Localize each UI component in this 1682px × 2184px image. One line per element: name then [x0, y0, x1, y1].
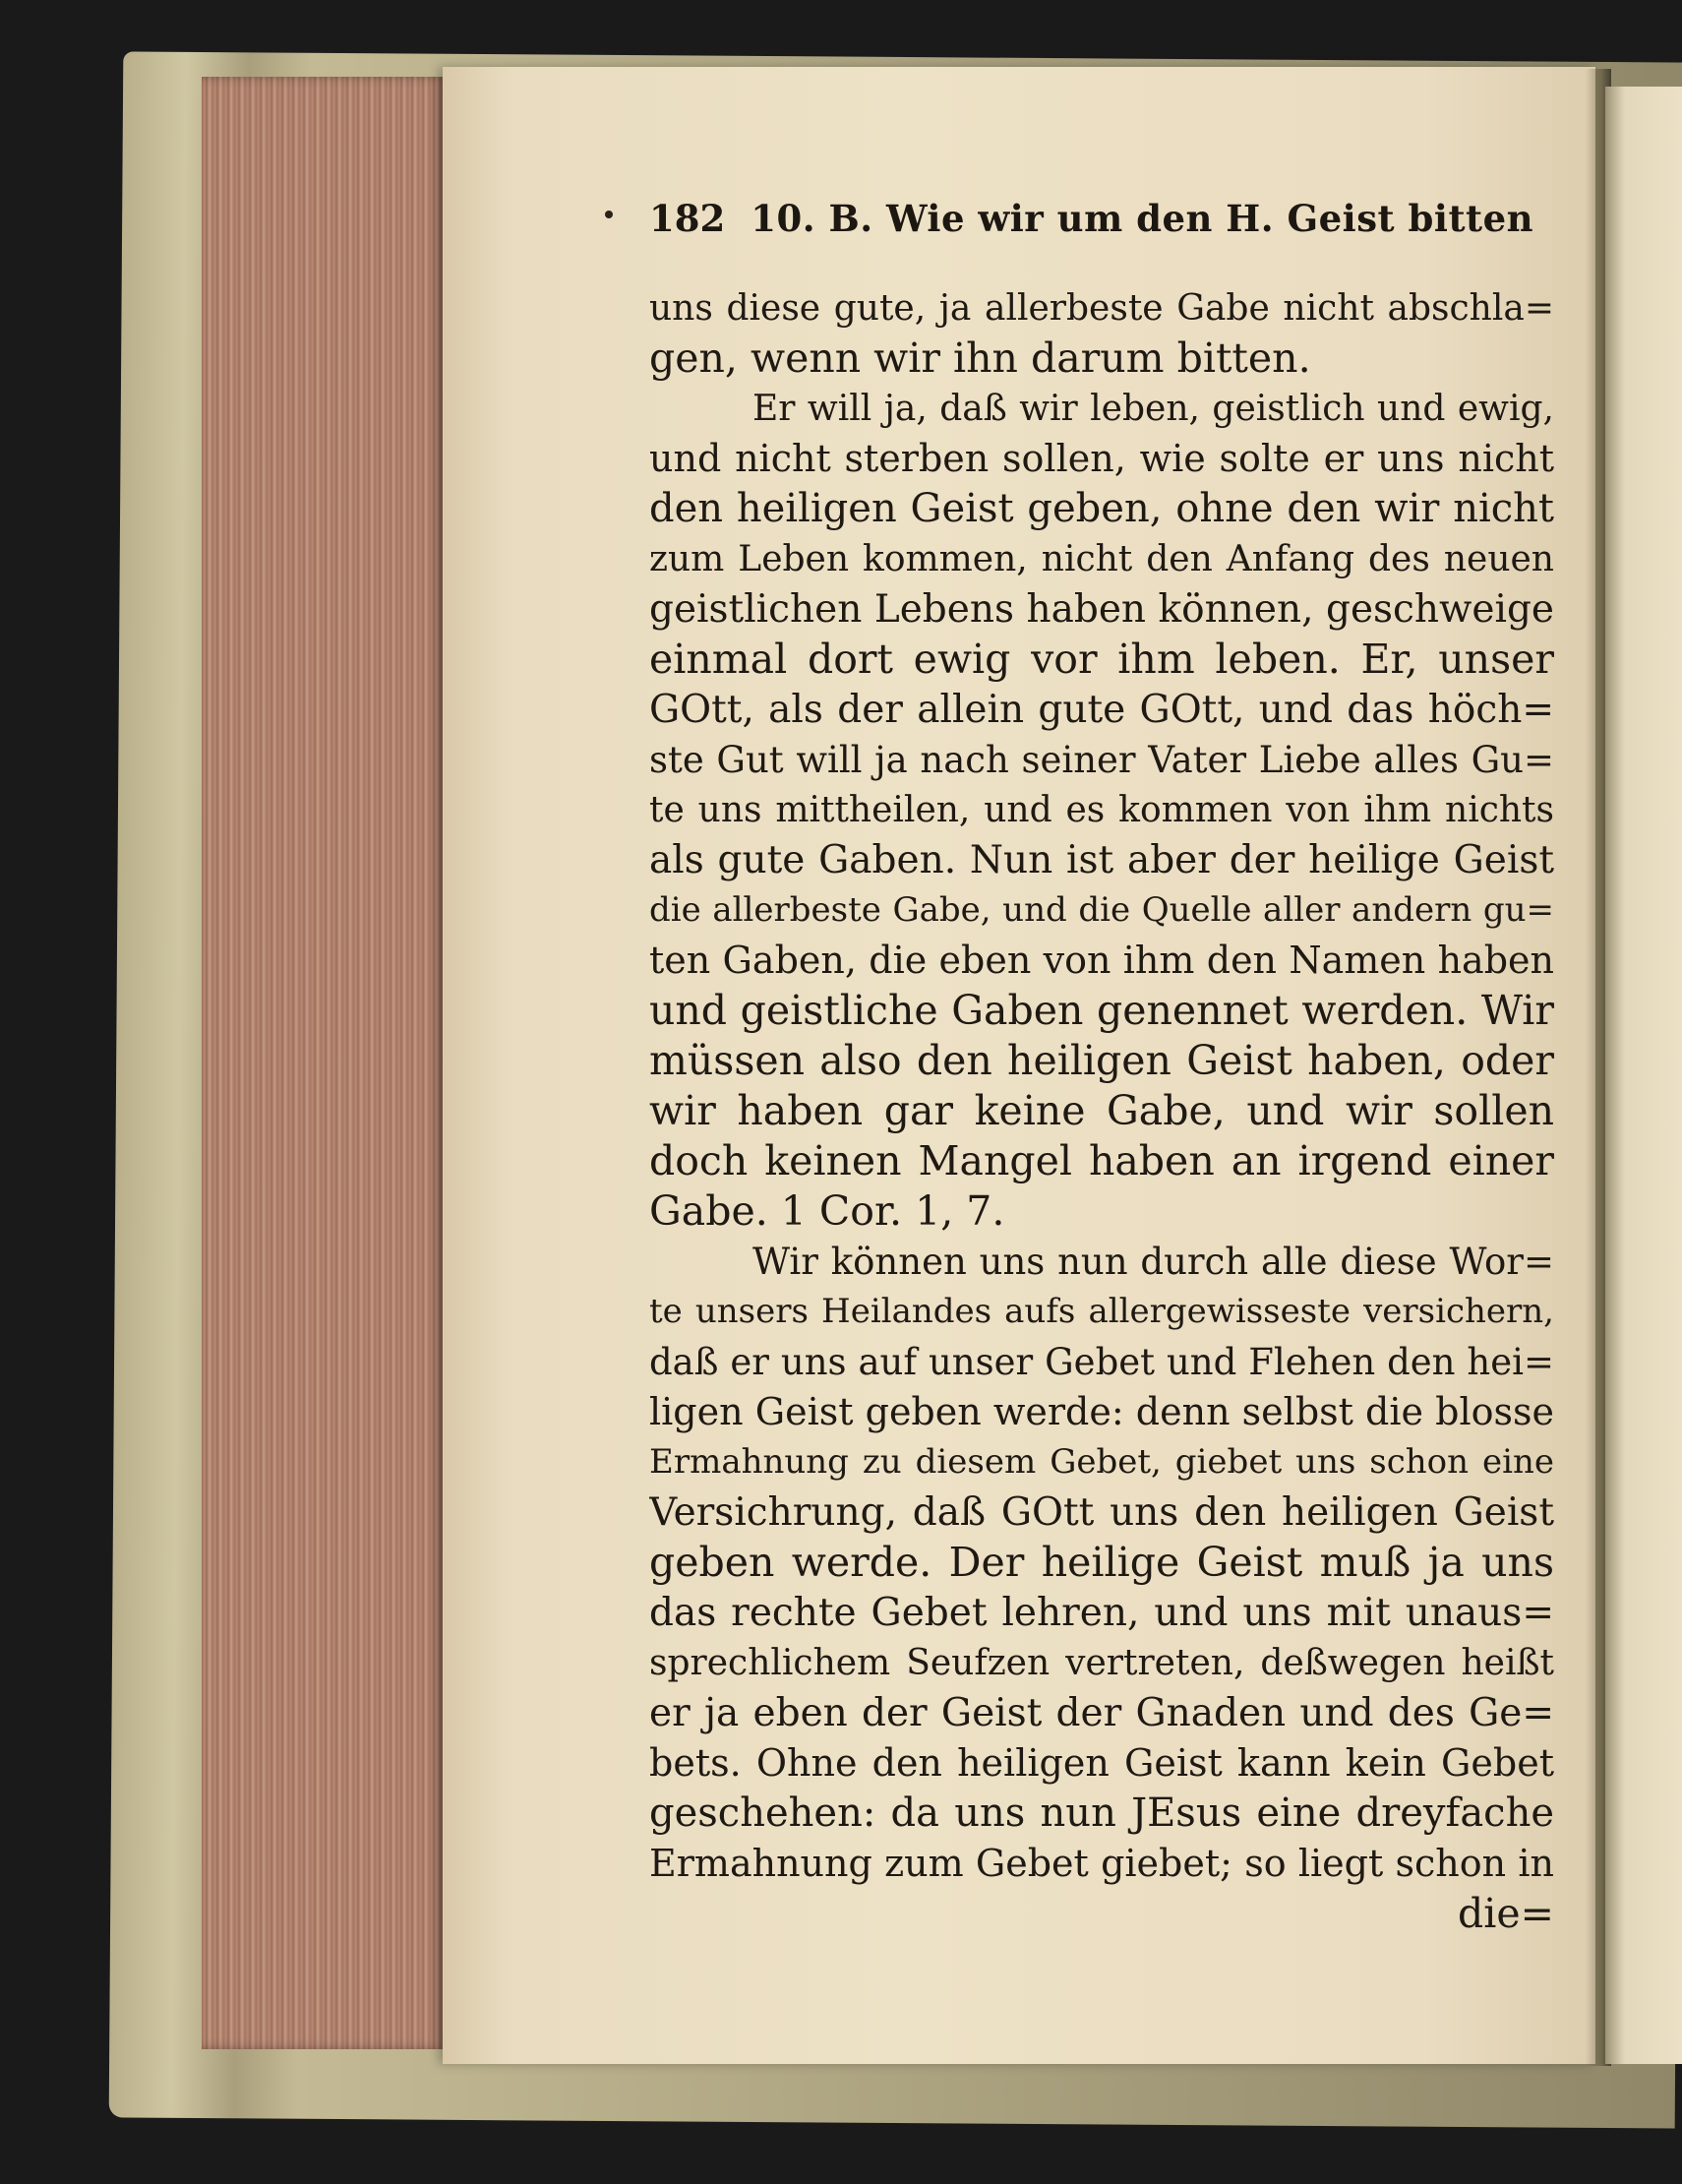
text-line: Wir können uns nun durch alle diese Wor= [752, 1241, 1554, 1283]
text-line: te unsers Heilandes aufs allergewisseste versichern, [649, 1292, 1554, 1331]
text-line: uns diese gute, ja allerbeste Gabe nicht abschla= [649, 288, 1554, 329]
facing-page [1605, 87, 1682, 2064]
running-header [649, 197, 1554, 256]
text-line: zum Leben kommen, nicht den Anfang des neuen [649, 539, 1554, 579]
text-line: Versichrung, daß GOtt uns den heiligen Geist [649, 1490, 1554, 1535]
text-line: wir haben gar keine Gabe, und wir sollen [649, 1087, 1554, 1134]
text-line: doch keinen Mangel haben an irgend einer [649, 1137, 1554, 1184]
text-line: als gute Gaben. Nun ist aber der heilige Geist [649, 838, 1554, 882]
text-line: ste Gut will ja nach seiner Vater Liebe alles Gu= [649, 739, 1554, 781]
text-line: daß er uns auf unser Gebet und Flehen den hei= [649, 1341, 1554, 1383]
text-line: gen, wenn wir ihn darum bitten. [649, 334, 1311, 382]
text-line: das rechte Gebet lehren, und uns mit unaus= [649, 1591, 1554, 1635]
page-edges [202, 77, 446, 2049]
text-line: er ja eben der Geist der Gnaden und des Ge= [649, 1691, 1554, 1735]
text-line: den heiligen Geist geben, ohne den wir nicht [649, 486, 1554, 531]
catchword: die= [1458, 1890, 1554, 1937]
running-title: 10. B. Wie wir um den H. Geist bitten [751, 197, 1534, 240]
page-number: 182 [649, 197, 726, 240]
text-line: geistlichen Lebens haben können, geschweige [649, 587, 1554, 632]
body-text [649, 283, 1554, 1939]
text-line: te uns mittheilen, und es kommen von ihm nichts [649, 790, 1554, 830]
text-line: sprechlichem Seufzen vertreten, deßwegen heißt [649, 1643, 1554, 1683]
text-line: geschehen: da uns nun JEsus eine dreyfache [649, 1790, 1554, 1836]
text-line: GOtt, als der allein gute GOtt, und das höch= [649, 688, 1554, 732]
text-line: geben werde. Der heilige Geist muß ja uns [649, 1539, 1554, 1586]
text-line: und geistliche Gaben genennet werden. Wir [649, 987, 1554, 1034]
text-line: Gabe. 1 Cor. 1, 7. [649, 1187, 1005, 1235]
text-line: ligen Geist geben werde: denn selbst die blosse [649, 1390, 1554, 1433]
text-line: ten Gaben, die eben von ihm den Namen haben [649, 939, 1554, 982]
text-line: einmal dort ewig vor ihm leben. Er, unser [649, 636, 1554, 683]
text-line: Er will ja, daß wir leben, geistlich und ewig, [752, 389, 1554, 429]
text-line: Ermahnung zu diesem Gebet, giebet uns schon eine [649, 1442, 1554, 1482]
text-line: Ermahnung zum Gebet giebet; so liegt schon in [649, 1842, 1554, 1885]
text-line: müssen also den heiligen Geist haben, oder [649, 1037, 1554, 1084]
ornament-dot [605, 211, 613, 218]
text-line: die allerbeste Gabe, und die Quelle aller andern gu= [649, 890, 1554, 930]
text-line: bets. Ohne den heiligen Geist kann kein Gebet [649, 1741, 1554, 1785]
text-line: und nicht sterben sollen, wie solte er uns nicht [649, 437, 1554, 480]
